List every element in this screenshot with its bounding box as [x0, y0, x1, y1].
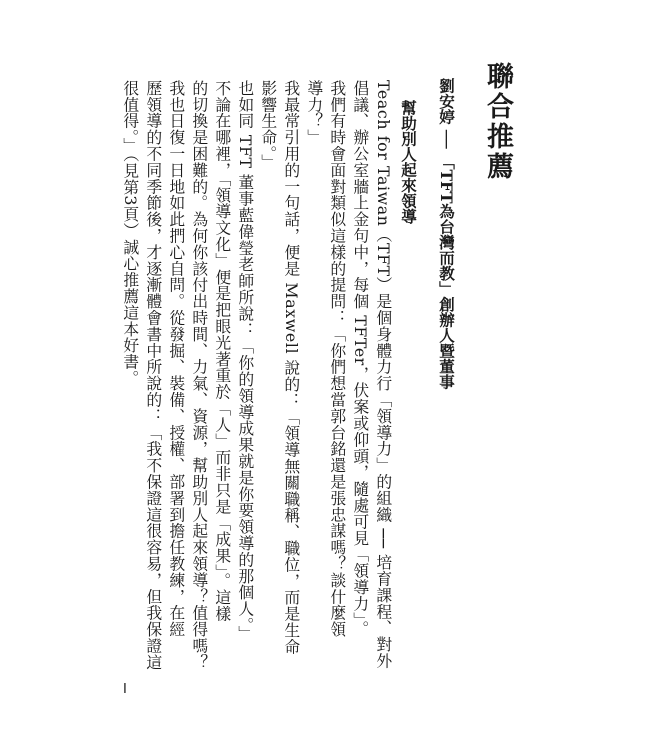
- body-line-4: 導力？」: [304, 80, 324, 146]
- page-number: I: [123, 682, 127, 697]
- body-line-12: 很值得。」（見第3頁）誠心推薦這本好書。: [120, 80, 140, 387]
- author-line: 劉安婷 ── 「TFT為台灣而教」創辦人暨董事: [437, 78, 456, 390]
- body-line-3: 我們有時會面對類似這樣的提問：「你們想當郭台銘還是張忠謀嗎？談什麼領: [327, 80, 347, 638]
- body-line-1: Teach for Taiwan（TFT）是個身體力行「領導力」的組織 ── 培育課程、對外: [373, 80, 393, 670]
- body-line-9: 的切換是困難的。為何你該付出時間、力氣、資源，幫助別人起來領導？值得嗎？: [189, 80, 209, 671]
- body-line-5: 我最常引用的一句話，便是 Maxwell 說的：「領導無關職稱、職位，而是生命: [281, 80, 301, 655]
- body-line-7: 也如同 TFT 董事藍偉瑩老師所說：「你的領導成果就是你要領導的那個人。」: [235, 80, 255, 642]
- page-title: 聯合推薦: [482, 62, 513, 182]
- body-line-11: 歷領導的不同季節後，才逐漸體會書中所說的：「我不保證這很容易，但我保證這: [143, 80, 163, 671]
- body-line-2: 倡議、辦公室牆上金句中，每個 TFTer，伏案或仰頭，隨處可見「領導力」。: [350, 80, 370, 637]
- body-line-6: 影響生命。」: [258, 80, 278, 171]
- body-line-8: 不論在哪裡，「領導文化」便是把眼光著重於「人」而非只是「成果」。這樣: [212, 80, 232, 622]
- body-line-10: 我也日復一日地如此捫心自問。從發掘、裝備、授權、部署到擔任教練，在經: [166, 80, 186, 638]
- section-heading: 幫助別人起來領導: [399, 100, 418, 224]
